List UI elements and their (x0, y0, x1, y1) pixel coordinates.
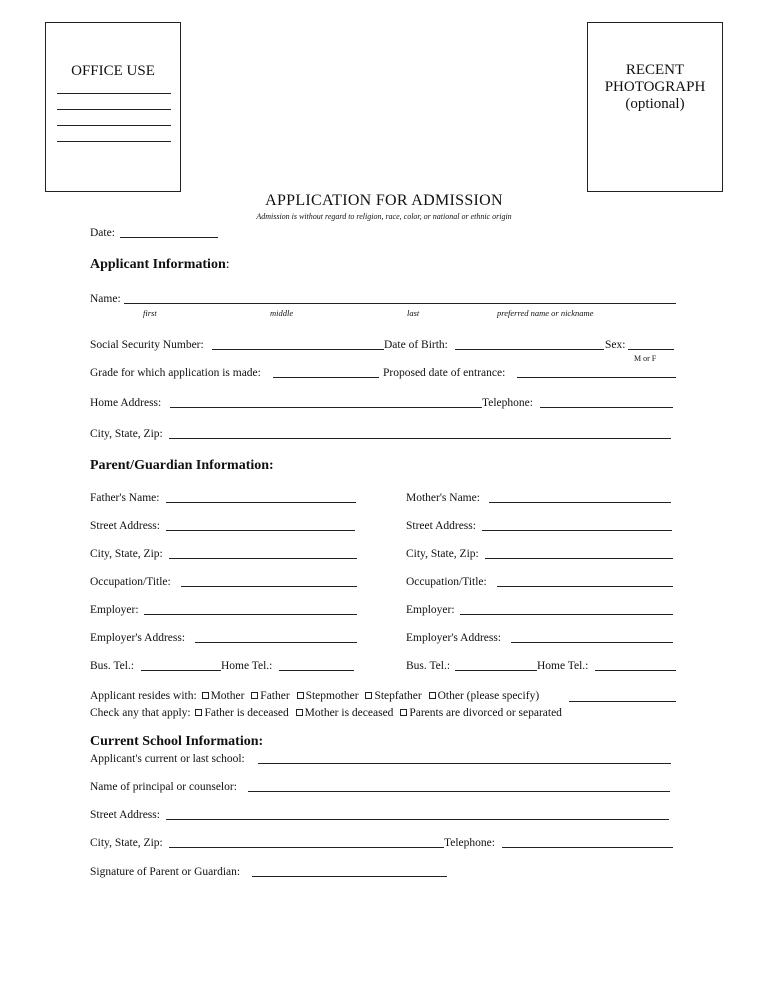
school-street-field[interactable] (166, 819, 669, 820)
resides-stepfather-label: Stepfather (374, 690, 422, 702)
applicant-heading-colon: : (225, 257, 230, 272)
resides-other-checkbox[interactable] (429, 692, 436, 699)
signature-field[interactable] (252, 876, 447, 877)
father-bus-tel-label: Bus. Tel.: (90, 660, 135, 672)
father-city-label: City, State, Zip: (90, 548, 163, 560)
principal-label: Name of principal or counselor: (90, 781, 237, 793)
office-use-line-4[interactable] (57, 141, 171, 142)
father-home-tel-field[interactable] (279, 670, 354, 671)
father-street-field[interactable] (166, 530, 355, 531)
dob-label: Date of Birth: (384, 339, 448, 351)
telephone-field[interactable] (540, 407, 673, 408)
name-label: Name: (90, 293, 121, 305)
school-city-label: City, State, Zip: (90, 837, 163, 849)
applicant-heading-text: Applicant Information (90, 257, 226, 272)
check-any-row (90, 707, 562, 720)
home-address-label: Home Address: (90, 397, 162, 409)
father-street-label: Street Address: (90, 520, 160, 532)
mother-bus-tel-field[interactable] (455, 670, 537, 671)
father-employer-address-label: Employer's Address: (90, 632, 186, 644)
parents-divorced-label: Parents are divorced or separated (409, 707, 562, 719)
office-use-line-3[interactable] (57, 125, 171, 126)
school-street-label: Street Address: (90, 809, 160, 821)
father-deceased-checkbox[interactable] (195, 709, 202, 716)
father-city-field[interactable] (169, 558, 357, 559)
father-home-tel-label: Home Tel.: (221, 660, 273, 672)
sex-label: Sex: (605, 339, 626, 351)
entrance-label: Proposed date of entrance: (383, 367, 506, 379)
mother-employer-label: Employer: (406, 604, 455, 616)
father-deceased-label: Father is deceased (204, 707, 289, 719)
principal-field[interactable] (248, 791, 670, 792)
home-address-field[interactable] (170, 407, 482, 408)
photo-box-line2: PHOTOGRAPH (604, 79, 706, 95)
sex-field[interactable] (628, 349, 674, 350)
office-use-line-2[interactable] (57, 109, 171, 110)
father-name-field[interactable] (166, 502, 356, 503)
name-sub-preferred: preferred name or nickname (497, 308, 594, 318)
city-label: City, State, Zip: (90, 428, 163, 440)
mother-home-tel-field[interactable] (595, 670, 676, 671)
school-telephone-field[interactable] (502, 847, 673, 848)
current-school-field[interactable] (258, 763, 671, 764)
resides-mother-checkbox[interactable] (202, 692, 209, 699)
photo-box[interactable] (587, 22, 723, 192)
father-name-label: Father's Name: (90, 492, 160, 504)
resides-label: Applicant resides with: (90, 690, 197, 702)
page-subtitle: Admission is without regard to religion, race, color, or national or ethnic origin (256, 212, 512, 221)
father-employer-address-field[interactable] (195, 642, 357, 643)
resides-stepfather-checkbox[interactable] (365, 692, 372, 699)
resides-other-label: Other (please specify) (437, 690, 540, 702)
school-heading: Current School Information: (90, 734, 264, 749)
mother-city-label: City, State, Zip: (406, 548, 479, 560)
mother-bus-tel-label: Bus. Tel.: (406, 660, 451, 672)
father-occupation-field[interactable] (181, 586, 357, 587)
parents-divorced-checkbox[interactable] (400, 709, 407, 716)
city-field[interactable] (169, 438, 671, 439)
resides-stepmother-checkbox[interactable] (297, 692, 304, 699)
date-label: Date: (90, 227, 115, 239)
grade-field[interactable] (273, 377, 379, 378)
sex-sub: M or F (634, 354, 657, 363)
date-field[interactable] (120, 237, 218, 238)
mother-city-field[interactable] (485, 558, 673, 559)
resides-father-checkbox[interactable] (251, 692, 258, 699)
resides-mother-label: Mother (210, 690, 245, 702)
mother-home-tel-label: Home Tel.: (537, 660, 589, 672)
mother-name-label: Mother's Name: (406, 492, 480, 504)
resides-stepmother-label: Stepmother (305, 690, 359, 702)
page-title: APPLICATION FOR ADMISSION (265, 192, 503, 209)
father-employer-label: Employer: (90, 604, 139, 616)
father-bus-tel-field[interactable] (141, 670, 221, 671)
signature-label: Signature of Parent or Guardian: (90, 866, 241, 878)
mother-street-label: Street Address: (406, 520, 476, 532)
father-employer-field[interactable] (144, 614, 357, 615)
mother-employer-address-field[interactable] (511, 642, 673, 643)
father-occupation-label: Occupation/Title: (90, 576, 171, 588)
grade-label: Grade for which application is made: (90, 367, 261, 379)
name-sub-middle: middle (270, 308, 294, 318)
resides-father-label: Father (260, 690, 290, 702)
photo-box-line3: (optional) (625, 96, 685, 112)
resides-row (90, 690, 539, 703)
entrance-field[interactable] (517, 377, 676, 378)
mother-employer-field[interactable] (460, 614, 673, 615)
school-telephone-label: Telephone: (444, 837, 495, 849)
name-field[interactable] (124, 303, 676, 304)
check-any-label: Check any that apply: (90, 707, 191, 719)
name-sub-last: last (407, 308, 420, 318)
name-sub-first: first (143, 308, 157, 318)
school-city-field[interactable] (169, 847, 444, 848)
office-use-line-1[interactable] (57, 93, 171, 94)
parent-heading: Parent/Guardian Information: (90, 458, 274, 473)
mother-street-field[interactable] (482, 530, 672, 531)
ssn-label: Social Security Number: (90, 339, 204, 351)
office-use-title: OFFICE USE (71, 63, 155, 79)
mother-deceased-label: Mother is deceased (304, 707, 394, 719)
mother-occupation-label: Occupation/Title: (406, 576, 487, 588)
photo-box-line1: RECENT (625, 62, 685, 78)
dob-field[interactable] (455, 349, 604, 350)
ssn-field[interactable] (212, 349, 384, 350)
mother-occupation-field[interactable] (497, 586, 673, 587)
mother-name-field[interactable] (489, 502, 671, 503)
applicant-heading (90, 257, 230, 273)
current-school-label: Applicant's current or last school: (90, 753, 245, 765)
mother-employer-address-label: Employer's Address: (406, 632, 502, 644)
resides-other-field[interactable] (569, 701, 676, 702)
telephone-label: Telephone: (482, 397, 533, 409)
office-use-box (45, 22, 181, 192)
mother-deceased-checkbox[interactable] (296, 709, 303, 716)
